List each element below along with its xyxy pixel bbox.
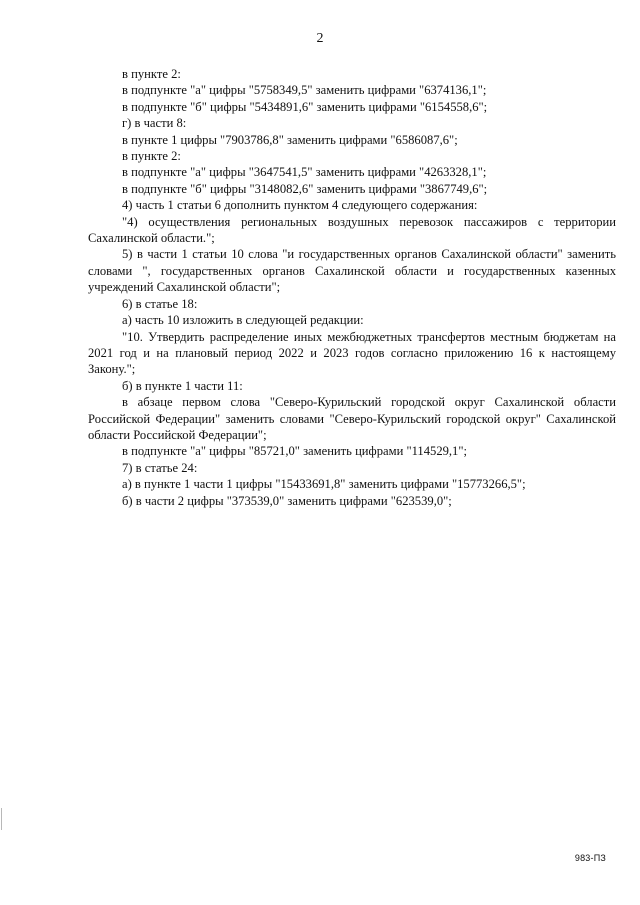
paragraph-3: в подпункте "б" цифры "5434891,6" заменить цифрами "6154558,6";: [122, 99, 488, 114]
paragraph-19: а) в пункте 1 части 1 цифры "15433691,8" заменить цифрами "15773266,5";: [122, 477, 526, 492]
paragraph-1: в пункте 2:: [122, 67, 181, 81]
document-code: 983-ПЗ: [574, 853, 606, 863]
paragraph-13: а) часть 10 изложить в следующей редакции:: [122, 313, 364, 328]
paragraph-9: 4) часть 1 статьи 6 дополнить пунктом 4 следующего содержания:: [122, 198, 478, 213]
paragraph-14: "10. Утвердить распределение иных межбюджетных трансфертов местным бюджетам на 2021 год и на плановый период 2022 и 2023 годов согласно приложению 16 к настоящему Закону.";: [88, 329, 616, 377]
paragraph-12: 6) в статье 18:: [122, 296, 198, 311]
paragraph-17: в подпункте "а" цифры "85721,0" заменить цифрами "114529,1";: [122, 444, 467, 459]
paragraph-5: в пункте 1 цифры "7903786,8" заменить цифрами "6586087,6";: [122, 132, 458, 147]
page-number: 2: [316, 31, 324, 46]
paragraph-18: 7) в статье 24:: [122, 460, 198, 475]
scan-artifact-line: [1, 808, 2, 830]
paragraph-20: б) в части 2 цифры "373539,0" заменить цифрами "623539,0";: [122, 493, 452, 508]
paragraph-16: в абзаце первом слова "Северо-Курильский городской округ Сахалинской области Российской Федерации" заменить словами "Северо-Курильский городской округ" Сахалинской области Российской Федерации";: [88, 395, 616, 442]
paragraph-7: в подпункте "а" цифры "3647541,5" заменить цифрами "4263328,1";: [122, 165, 487, 180]
paragraph-15: б) в пункте 1 части 11:: [122, 378, 243, 393]
paragraph-4: г) в части 8:: [122, 116, 187, 131]
document-body: [88, 66, 616, 509]
paragraph-6: в пункте 2:: [122, 149, 181, 164]
paragraph-11: 5) в части 1 статьи 10 слова "и государственных органов Сахалинской области" заменить словами ", государственных органов Сахалинской области и государственных казенных учреждений Сахалинской области";: [88, 247, 616, 295]
paragraph-10: "4) осуществления региональных воздушных перевозок пассажиров с территории Сахалинской области.";: [88, 214, 616, 246]
paragraph-8: в подпункте "б" цифры "3148082,6" заменить цифрами "3867749,6";: [122, 181, 488, 196]
paragraph-2: в подпункте "а" цифры "5758349,5" заменить цифрами "6374136,1";: [122, 83, 487, 98]
